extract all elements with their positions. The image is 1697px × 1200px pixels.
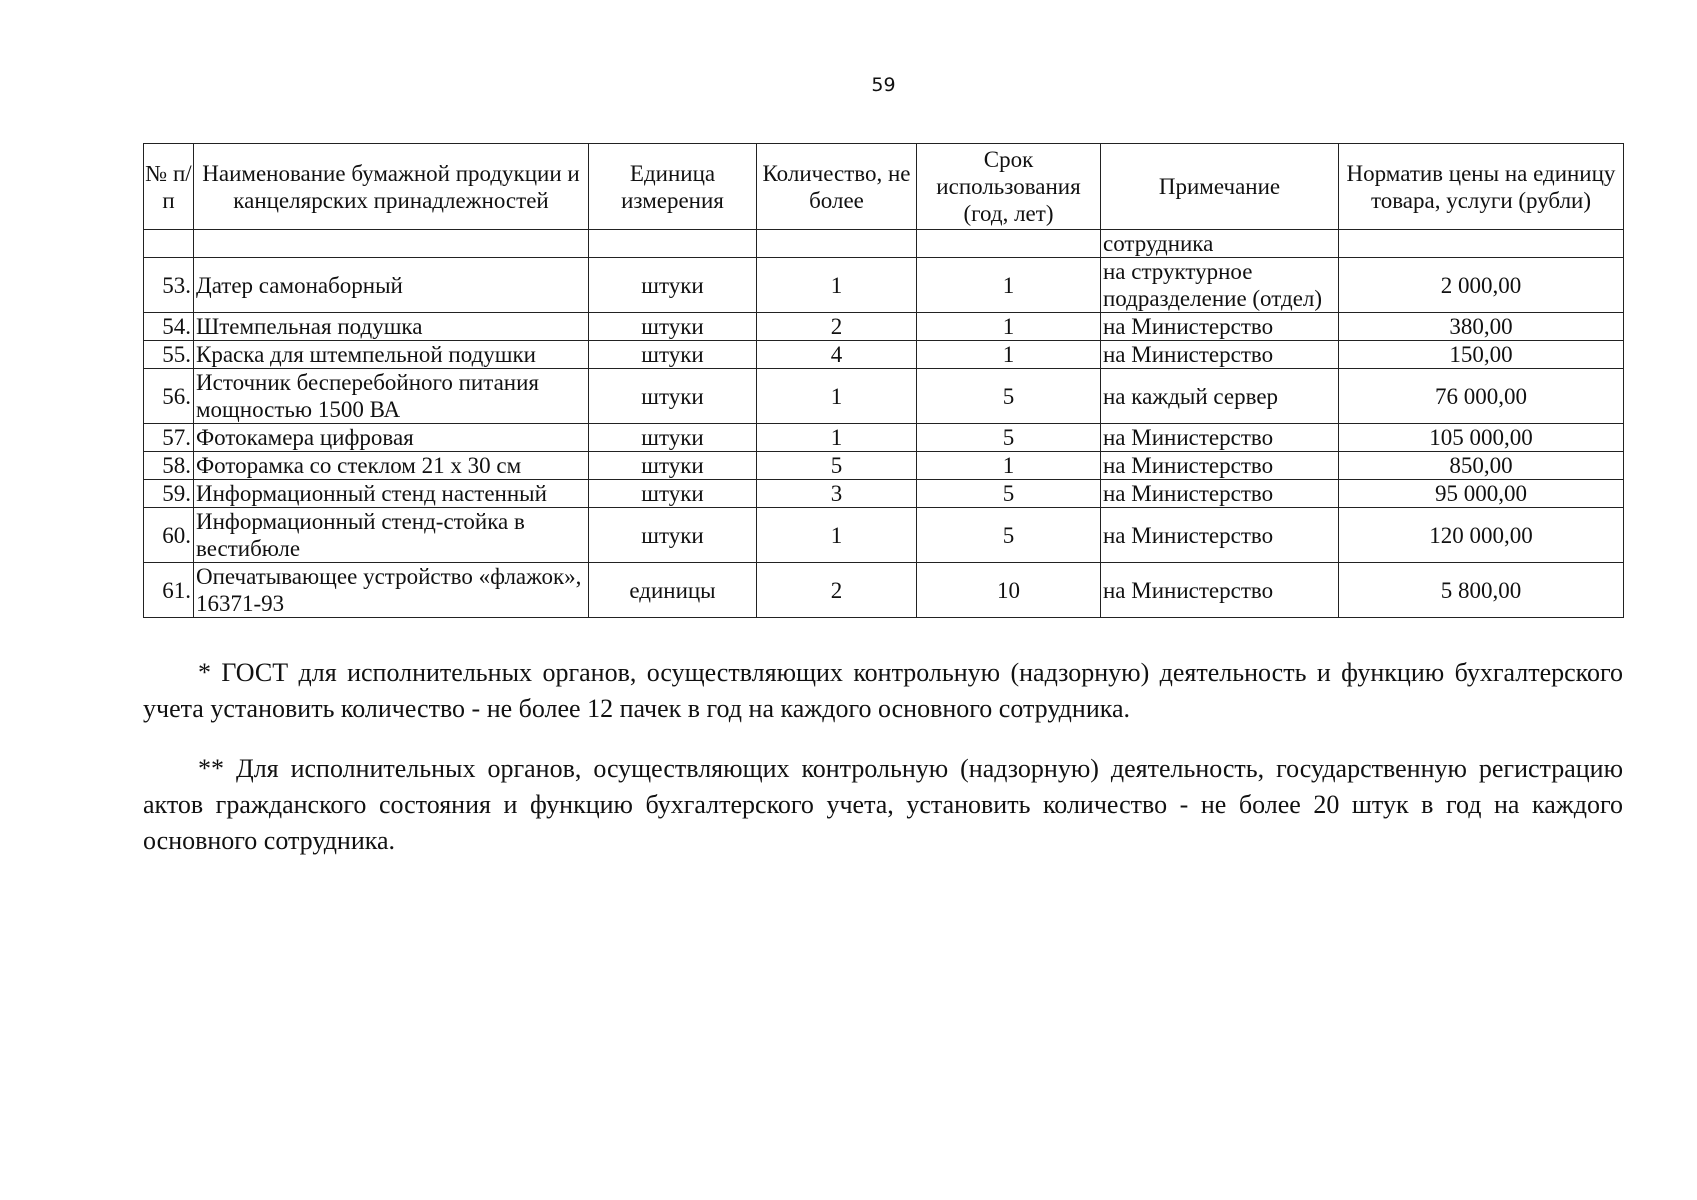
cell-name: Источник бесперебойного питания мощностью 1500 ВА [194, 369, 589, 424]
cell-num: 56. [144, 369, 194, 424]
cell-qty [757, 230, 917, 258]
cell-note: на Министерство [1101, 313, 1339, 341]
cell-term: 1 [917, 258, 1101, 313]
cell-num [144, 230, 194, 258]
cell-unit: штуки [589, 452, 757, 480]
table-row [144, 341, 1624, 369]
cell-name: Фотокамера цифровая [194, 424, 589, 452]
cell-term: 5 [917, 369, 1101, 424]
cell-price: 105 000,00 [1339, 424, 1624, 452]
cell-num: 60. [144, 508, 194, 563]
cell-price: 850,00 [1339, 452, 1624, 480]
table-header-row [144, 144, 1624, 230]
cell-unit: штуки [589, 341, 757, 369]
table-body [144, 230, 1624, 618]
cell-num: 58. [144, 452, 194, 480]
cell-note: на Министерство [1101, 480, 1339, 508]
cell-term: 1 [917, 452, 1101, 480]
cell-term: 5 [917, 480, 1101, 508]
header-term: Срок использования (год, лет) [917, 144, 1101, 230]
cell-term: 5 [917, 508, 1101, 563]
table-row [144, 369, 1624, 424]
cell-note: на Министерство [1101, 508, 1339, 563]
cell-unit: штуки [589, 424, 757, 452]
cell-price [1339, 230, 1624, 258]
cell-qty: 5 [757, 452, 917, 480]
cell-term: 1 [917, 313, 1101, 341]
cell-note: на каждый сервер [1101, 369, 1339, 424]
cell-unit [589, 230, 757, 258]
cell-qty: 1 [757, 424, 917, 452]
cell-price: 95 000,00 [1339, 480, 1624, 508]
header-num: № п/п [144, 144, 194, 230]
cell-term [917, 230, 1101, 258]
header-note: Примечание [1101, 144, 1339, 230]
header-name: Наименование бумажной продукции и канцелярских принадлежностей [194, 144, 589, 230]
cell-unit: штуки [589, 313, 757, 341]
cell-num: 55. [144, 341, 194, 369]
cell-price: 76 000,00 [1339, 369, 1624, 424]
cell-name [194, 230, 589, 258]
cell-price: 120 000,00 [1339, 508, 1624, 563]
cell-name: Датер самонаборный [194, 258, 589, 313]
cell-name: Информационный стенд-стойка в вестибюле [194, 508, 589, 563]
cell-qty: 2 [757, 313, 917, 341]
cell-num: 53. [144, 258, 194, 313]
footnote-double-asterisk: ** Для исполнительных органов, осуществляющих контрольную (надзорную) деятельность, государственную регистрацию актов гражданского состояния и функцию бухгалтерского учета, установить количество - не более 20 штук в год на каждого основного сотрудника. [143, 754, 1623, 855]
cell-name: Фоторамка со стеклом 21 х 30 см [194, 452, 589, 480]
cell-unit: штуки [589, 258, 757, 313]
norms-table [143, 143, 1624, 618]
cell-unit: единицы [589, 563, 757, 618]
cell-num: 59. [144, 480, 194, 508]
cell-qty: 1 [757, 508, 917, 563]
cell-name: Информационный стенд настенный [194, 480, 589, 508]
cell-term: 1 [917, 341, 1101, 369]
table-row [144, 480, 1624, 508]
cell-name: Штемпельная подушка [194, 313, 589, 341]
cell-note: на Министерство [1101, 563, 1339, 618]
table-row [144, 424, 1624, 452]
cell-qty: 1 [757, 258, 917, 313]
cell-unit: штуки [589, 480, 757, 508]
cell-num: 54. [144, 313, 194, 341]
table-row [144, 563, 1624, 618]
cell-note: на Министерство [1101, 341, 1339, 369]
page-number: 59 [871, 74, 896, 96]
header-unit: Единица измерения [589, 144, 757, 230]
cell-num: 61. [144, 563, 194, 618]
cell-term: 5 [917, 424, 1101, 452]
cell-qty: 1 [757, 369, 917, 424]
cell-qty: 2 [757, 563, 917, 618]
table-row [144, 313, 1624, 341]
cell-unit: штуки [589, 508, 757, 563]
cell-price: 2 000,00 [1339, 258, 1624, 313]
table-row [144, 258, 1624, 313]
cell-name: Опечатывающее устройство «флажок», 16371-93 [194, 563, 589, 618]
header-price: Норматив цены на единицу товара, услуги (рубли) [1339, 144, 1624, 230]
cell-note: на Министерство [1101, 424, 1339, 452]
cell-price: 5 800,00 [1339, 563, 1624, 618]
table-row [144, 508, 1624, 563]
cell-qty: 3 [757, 480, 917, 508]
cell-price: 380,00 [1339, 313, 1624, 341]
cell-name: Краска для штемпельной подушки [194, 341, 589, 369]
table-row-continuation [144, 230, 1624, 258]
cell-note: на структурное подразделение (отдел) [1101, 258, 1339, 313]
table-row [144, 452, 1624, 480]
cell-qty: 4 [757, 341, 917, 369]
cell-note: сотрудника [1101, 230, 1339, 258]
cell-num: 57. [144, 424, 194, 452]
footnote-gost: * ГОСТ для исполнительных органов, осуществляющих контрольную (надзорную) деятельность и функцию бухгалтерского учета установить количество - не более 12 пачек в год на каждого основного сотрудника. [143, 658, 1623, 723]
header-qty: Количество, не более [757, 144, 917, 230]
cell-note: на Министерство [1101, 452, 1339, 480]
cell-unit: штуки [589, 369, 757, 424]
cell-price: 150,00 [1339, 341, 1624, 369]
cell-term: 10 [917, 563, 1101, 618]
